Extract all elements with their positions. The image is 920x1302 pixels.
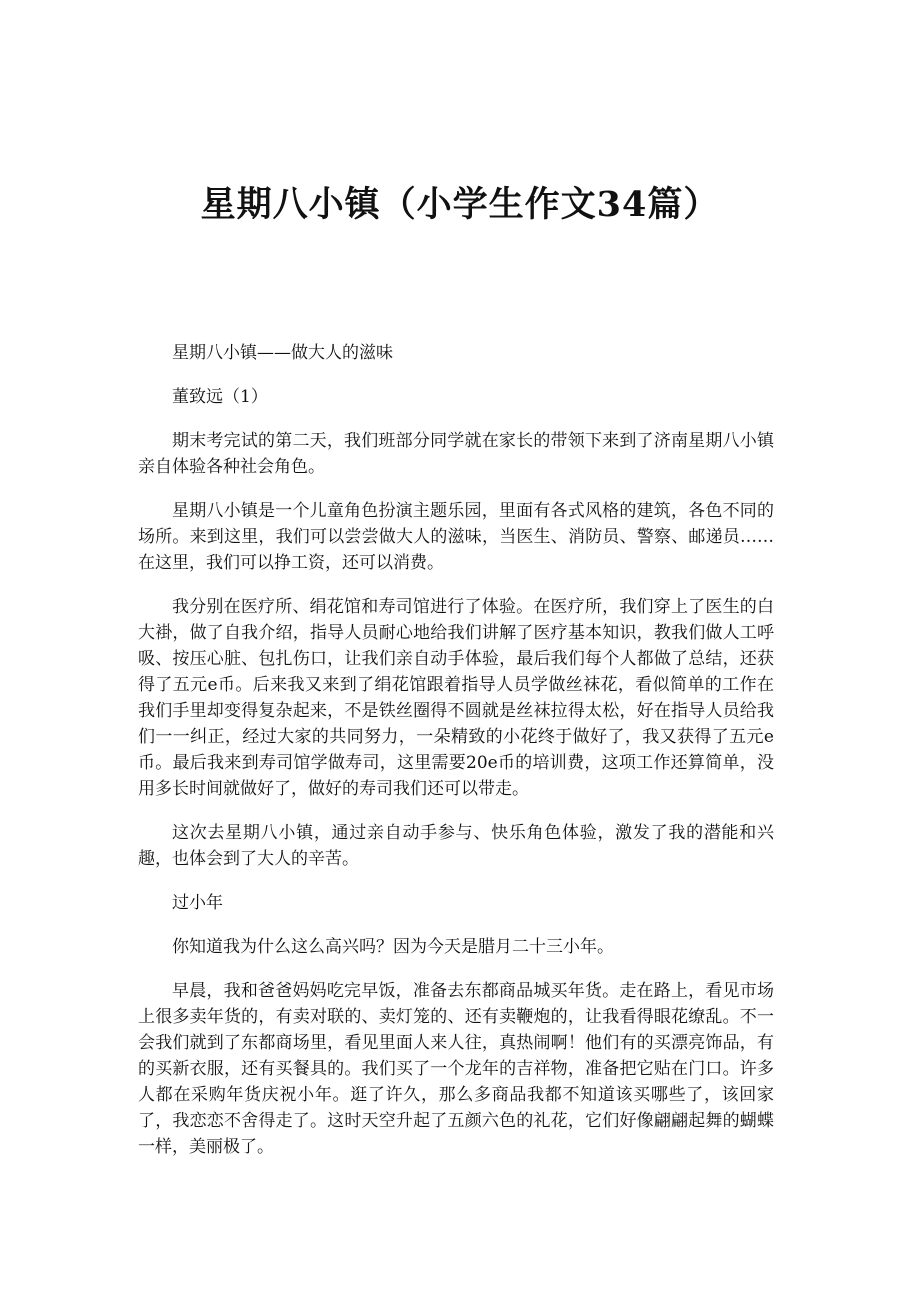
document-body [138, 340, 774, 1178]
essay-heading: 星期八小镇——做大人的滋味 [172, 343, 393, 363]
paragraph: 期末考完试的第二天，我们班部分同学就在家长的带领下来到了济南星期八小镇亲自体验各种社会角色。 [138, 431, 774, 477]
paragraph: 你知道我为什么这么高兴吗？因为今天是腊月二十三小年。 [172, 937, 614, 957]
author-line: 董致远（1） [172, 387, 268, 407]
paragraph: 这次去星期八小镇，通过亲自动手参与、快乐角色体验，激发了我的潜能和兴趣，也体会到了大人的辛苦。 [138, 823, 774, 869]
document-title: 星期八小镇（小学生作文34篇） [200, 184, 720, 225]
paragraph: 星期八小镇是一个儿童角色扮演主题乐园，里面有各式风格的建筑，各色不同的场所。来到这里，我们可以尝尝做大人的滋味，当医生、消防员、警察、邮递员……在这里，我们可以挣工资，还可以消费。 [138, 501, 774, 573]
paragraph: 我分别在医疗所、绢花馆和寿司馆进行了体验。在医疗所，我们穿上了医生的白大褂，做了自我介绍，指导人员耐心地给我们讲解了医疗基本知识，教我们做人工呼吸、按压心脏、包扎伤口，让我们亲自动手体验，最后我们每个人都做了总结，还获得了五元e币。后来我又来到了绢花馆跟着指导人员学做丝袜花，看似简单的工作在我们手里却变得复杂起来，不是铁丝圈得不圆就是丝袜拉得太松，好在指导人员给我们一一纠正，经过大家的共同努力，一朵精致的小花终于做好了，我又获得了五元e币。最后我来到寿司馆学做寿司，这里需要20e币的培训费，这项工作还算简单，没用多长时间就做好了，做好的寿司我们还可以带走。 [138, 597, 774, 799]
paragraph: 早晨，我和爸爸妈妈吃完早饭，准备去东都商品城买年货。走在路上，看见市场上很多卖年货的，有卖对联的、卖灯笼的、还有卖鞭炮的，让我看得眼花缭乱。不一会我们就到了东都商场里，看见里面人来人往，真热闹啊！他们有的买漂亮饰品，有的买新衣服，还有买餐具的。我们买了一个龙年的吉祥物，准备把它贴在门口。许多人都在采购年货庆祝小年。逛了许久，那么多商品我都不知道该买哪些了，该回家了，我恋恋不舍得走了。这时天空升起了五颜六色的礼花，它们好像翩翩起舞的蝴蝶一样，美丽极了。 [138, 981, 774, 1157]
essay-heading: 过小年 [172, 893, 223, 913]
